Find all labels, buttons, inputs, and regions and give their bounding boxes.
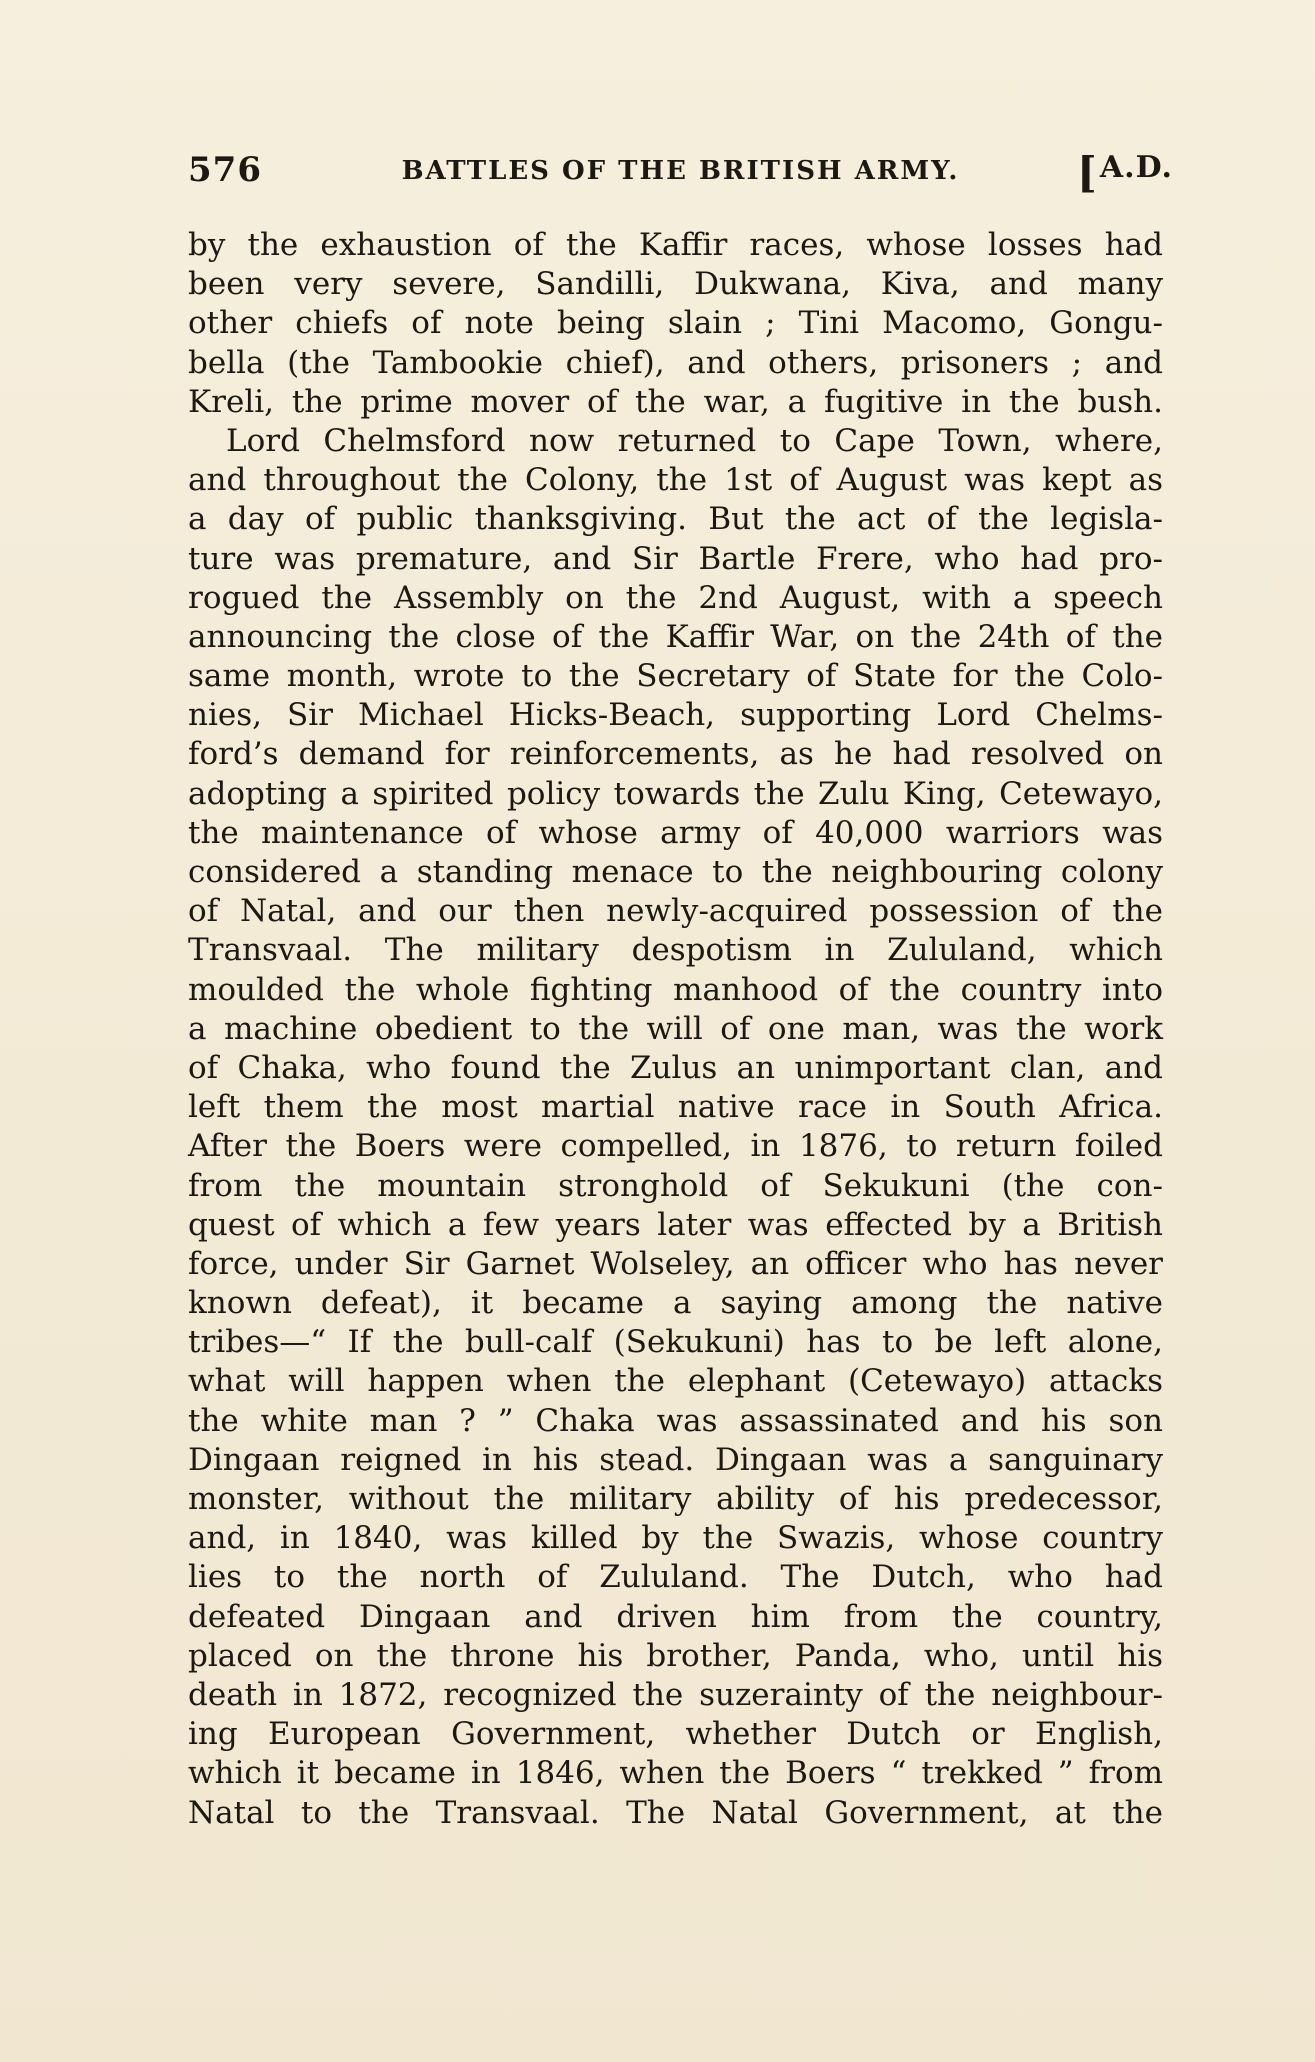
text-line: what will happen when the elephant (Cetewayo) attacks: [188, 1363, 1163, 1400]
text-line: Natal to the Transvaal. The Natal Government, at the: [188, 1794, 1163, 1831]
text-line: defeated Dingaan and driven him from the country,: [188, 1598, 1163, 1635]
text-line: death in 1872, recognized the suzerainty of the neighbour-: [188, 1676, 1163, 1713]
page-header: [188, 150, 1173, 200]
text-line: a day of public thanksgiving. But the act of the legisla-: [188, 501, 1163, 538]
text-line: placed on the throne his brother, Panda, who, until his: [188, 1637, 1163, 1674]
text-line: announcing the close of the Kaffir War, on the 24th of the: [188, 618, 1163, 655]
text-line: Dingaan reigned in his stead. Dingaan was a sanguinary: [188, 1441, 1163, 1478]
text-line: and throughout the Colony, the 1st of August was kept as: [188, 462, 1163, 499]
text-line: ford’s demand for reinforcements, as he had resolved on: [188, 736, 1163, 773]
body-text: [188, 226, 1163, 1833]
text-line: the white man ? ” Chaka was assassinated and his son: [188, 1402, 1163, 1439]
text-line: of Natal, and our then newly-acquired possession of the: [188, 893, 1163, 930]
text-line: moulded the whole fighting manhood of the country into: [188, 971, 1163, 1008]
page-number: 576: [188, 150, 262, 190]
header-date: [1077, 148, 1173, 197]
text-line: by the exhaustion of the Kaffir races, whose losses had: [188, 227, 1163, 263]
text-line: After the Boers were compelled, in 1876, to return foiled: [188, 1128, 1163, 1165]
text-line: adopting a spirited policy towards the Zulu King, Cetewayo,: [188, 775, 1163, 812]
text-line: left them the most martial native race in South Africa.: [188, 1089, 1163, 1126]
text-line: Kreli, the prime mover of the war, a fugitive in the bush.: [188, 383, 1163, 420]
text-line: tribes—“ If the bull-calf (Sekukuni) has to be left alone,: [188, 1324, 1163, 1361]
text-line: and, in 1840, was killed by the Swazis, whose country: [188, 1520, 1163, 1557]
text-line: force, under Sir Garnet Wolseley, an officer who has never: [188, 1245, 1163, 1282]
text-line: Lord Chelmsford now returned to Cape Town, where,: [226, 422, 1163, 459]
running-title: BATTLES OF THE BRITISH ARMY.: [401, 156, 960, 186]
text-line: considered a standing menace to the neighbouring colony: [188, 854, 1163, 890]
text-line: bella (the Tambookie chief), and others, prisoners ; and: [188, 344, 1163, 381]
text-line: rogued the Assembly on the 2nd August, with a speech: [188, 579, 1163, 616]
text-line: other chiefs of note being slain ; Tini Macomo, Gongu-: [188, 305, 1163, 342]
text-line: the maintenance of whose army of 40,000 warriors was: [188, 814, 1163, 851]
text-line: a machine obedient to the will of one man, was the work: [188, 1010, 1163, 1047]
text-line: of Chaka, who found the Zulus an unimportant clan, and: [188, 1049, 1163, 1086]
text-line: been very severe, Sandilli, Dukwana, Kiva, and many: [188, 266, 1163, 303]
bracket-glyph: [: [1077, 148, 1098, 197]
text-line: quest of which a few years later was effected by a British: [188, 1206, 1163, 1243]
text-line: ture was premature, and Sir Bartle Frere, who had pro-: [188, 540, 1163, 577]
text-line: lies to the north of Zululand. The Dutch, who had: [188, 1559, 1163, 1596]
text-line: Transvaal. The military despotism in Zululand, which: [188, 932, 1163, 969]
text-line: which it became in 1846, when the Boers “ trekked ” from: [188, 1755, 1163, 1792]
header-date-text: A.D.: [1099, 150, 1173, 185]
text-line: same month, wrote to the Secretary of State for the Colo-: [188, 658, 1163, 695]
text-line: ing European Government, whether Dutch or English,: [188, 1716, 1163, 1753]
text-line: nies, Sir Michael Hicks-Beach, supporting Lord Chelms-: [188, 697, 1163, 734]
text-line: monster, without the military ability of his predecessor,: [188, 1481, 1163, 1517]
text-line: from the mountain stronghold of Sekukuni (the con-: [188, 1167, 1163, 1204]
text-line: known defeat), it became a saying among the native: [188, 1285, 1163, 1322]
